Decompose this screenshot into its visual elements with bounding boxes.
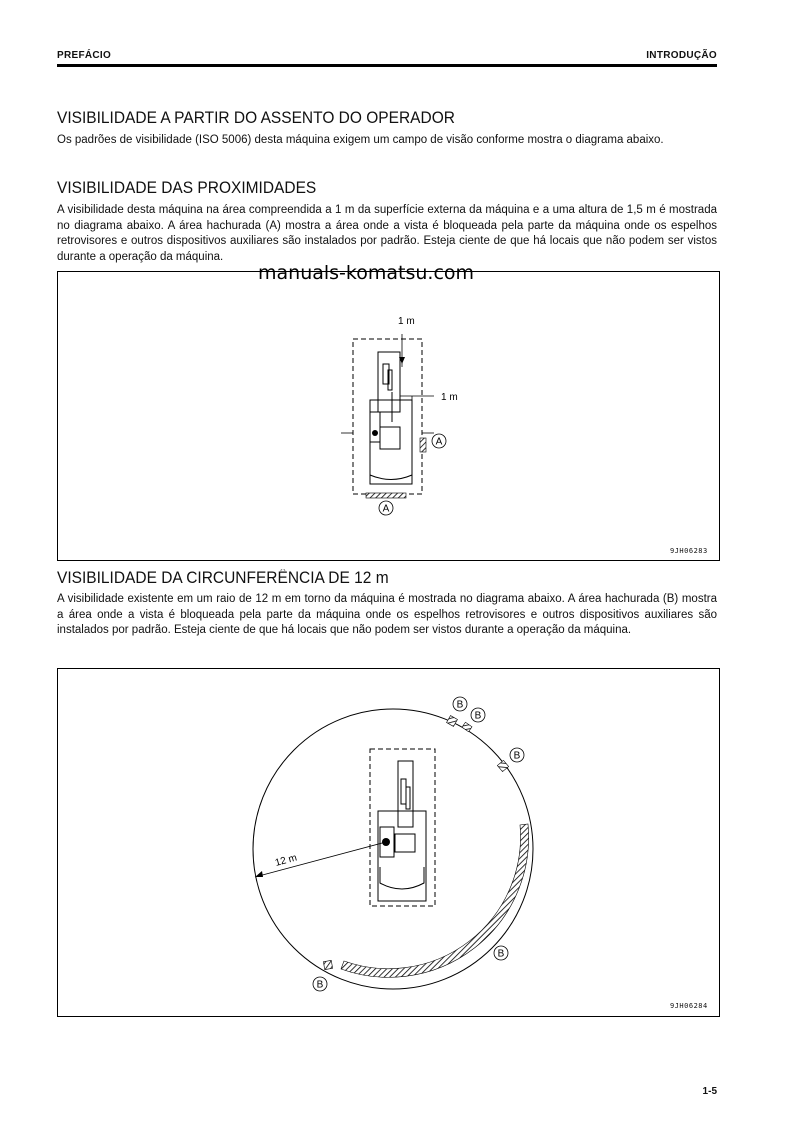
label-b-3: B bbox=[513, 750, 521, 762]
hatched-area-b-right bbox=[497, 760, 508, 771]
hatched-area-b-top2 bbox=[462, 722, 472, 732]
label-b-2: B bbox=[474, 710, 482, 722]
proximity-diagram-svg bbox=[58, 272, 719, 560]
label-a-bottom: A bbox=[382, 503, 390, 515]
watermark-text: manuals-komatsu.com bbox=[258, 262, 475, 284]
label-a-side: A bbox=[435, 436, 443, 448]
figure-circumference-diagram bbox=[57, 668, 720, 1017]
section-text-operator-seat: Os padrões de visibilidade (ISO 5006) desta máquina exigem um campo de visão conforme mostra o diagrama abaixo. bbox=[57, 134, 664, 146]
dim-top-label: 1 m bbox=[398, 316, 415, 327]
hatched-area-b-bottom bbox=[323, 960, 332, 969]
radius-label: 12 m bbox=[273, 852, 299, 869]
machine-top-view-2 bbox=[378, 761, 426, 901]
section-title-circumference: VISIBILIDADE DA CIRCUNFERÊNCIA DE 12 m bbox=[57, 569, 389, 588]
operator-seat-point bbox=[372, 430, 378, 436]
header-rule bbox=[57, 64, 717, 67]
label-b-4: B bbox=[497, 948, 505, 960]
hatched-area-a-side bbox=[420, 438, 426, 452]
figure-code-1: 9JH06283 bbox=[670, 547, 708, 555]
hatched-area-b-top1 bbox=[447, 716, 458, 727]
dim-side-label: 1 m bbox=[441, 392, 458, 403]
radius-arrow bbox=[255, 871, 263, 877]
page-number: 1-5 bbox=[702, 1086, 717, 1097]
figure-proximity-diagram bbox=[57, 271, 720, 561]
figure-code-2: 9JH06284 bbox=[670, 1002, 708, 1010]
label-b-1: B bbox=[456, 699, 464, 711]
header-chapter-label: INTRODUÇÃO bbox=[646, 50, 717, 61]
machine-top-view bbox=[370, 352, 412, 484]
section-text-circumference: A visibilidade existente em um raio de 12 m em torno da máquina é mostrada no diagrama abaixo. A área hachurada (B) mostra a área onde a vista é bloqueada pela parte da máquina onde os espelhos retrovisores e outros dispositivos auxiliares são instalados por padrão. Esteja ciente de que há locais que não podem ser vistos durante a operação da máquina. bbox=[57, 593, 717, 636]
circumference-diagram-svg bbox=[58, 669, 719, 1016]
header-section-label: PREFÁCIO bbox=[57, 50, 112, 61]
hatched-area-a-bottom bbox=[366, 493, 406, 498]
section-title-proximity: VISIBILIDADE DAS PROXIMIDADES bbox=[57, 179, 317, 198]
label-b-5: B bbox=[316, 979, 324, 991]
section-title-operator-seat: VISIBILIDADE A PARTIR DO ASSENTO DO OPERADOR bbox=[57, 109, 455, 128]
section-text-proximity: A visibilidade desta máquina na área compreendida a 1 m da superfície externa da máquina e a uma altura de 1,5 m é mostrada no diagrama abaixo. A área hachurada (A) mostra a área onde a vista é bloqueada pela parte da máquina onde os espelhos retrovisores e outros dispositivos auxiliares são instalados por padrão. Esteja ciente de que há locais que não podem ser vistos durante a operação da máquina. bbox=[57, 204, 717, 263]
twelve-meter-circle bbox=[253, 709, 533, 989]
